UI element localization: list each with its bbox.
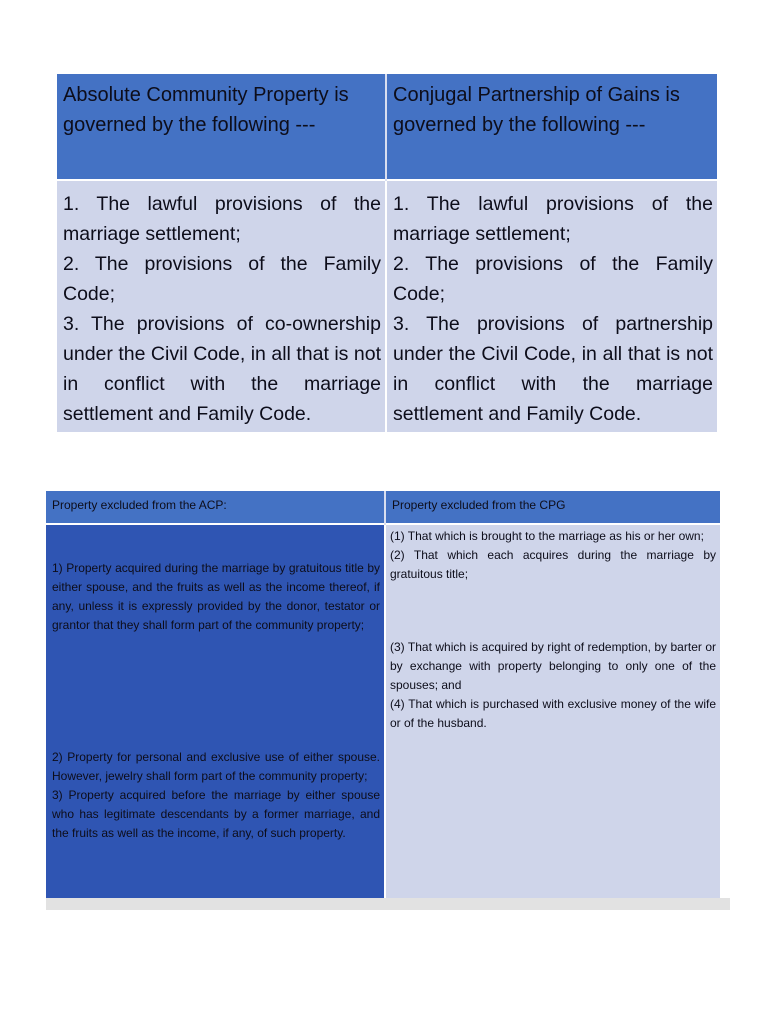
cpg-excluded-item: (4) That which is purchased with exclusive money of the wife or of the husband. — [390, 697, 716, 730]
bottom-edge-strip — [46, 898, 730, 910]
cpg-governed-cell — [386, 180, 717, 432]
acp-governed-cell — [57, 180, 386, 432]
cpg-excluded-header: Property excluded from the CPG — [385, 491, 720, 524]
governing-law-header-row — [57, 74, 717, 180]
governing-law-body-row — [57, 180, 717, 432]
acp-excluded-cell — [46, 524, 385, 899]
cpg-governed-item: 3. The provisions of partnership under the Civil Code, in all that is not in conflict with the marriage settlement and Family Code. — [393, 313, 713, 425]
acp-excluded-header: Property excluded from the ACP: — [46, 491, 385, 524]
acp-governed-item: 1. The lawful provisions of the marriage settlement; — [63, 193, 381, 245]
cpg-excluded-item: (3) That which is acquired by right of redemption, by barter or by exchange with property belonging to only one of the spouses; and — [390, 640, 716, 692]
acp-governed-item: 3. The provisions of co-ownership under the Civil Code, in all that is not in conflict with the marriage settlement and Family Code. — [63, 313, 381, 425]
cpg-governed-header: Conjugal Partnership of Gains is governed by the following --- — [386, 74, 717, 180]
cpg-excluded-cell — [385, 524, 720, 899]
acp-excluded-item: 1) Property acquired during the marriage by gratuitous title by either spouse, and the fruits as well as the income thereof, if any, unless it is expressly provided by the donor, testator or grantor that they shall form part of the community property; — [52, 561, 380, 632]
cpg-excluded-item: (2) That which each acquires during the marriage by gratuitous title; — [390, 548, 716, 581]
excluded-property-header-row — [46, 491, 720, 524]
acp-excluded-item: 3) Property acquired before the marriage by either spouse who has legitimate descendants by a former marriage, and the fruits as well as the income, if any, of such property. — [52, 788, 380, 840]
governing-law-table — [57, 74, 717, 432]
acp-governed-item: 2. The provisions of the Family Code; — [63, 253, 381, 305]
excluded-property-table — [46, 491, 720, 899]
cpg-governed-item: 1. The lawful provisions of the marriage settlement; — [393, 193, 713, 245]
acp-governed-header: Absolute Community Property is governed by the following --- — [57, 74, 386, 180]
cpg-excluded-item: (1) That which is brought to the marriage as his or her own; — [390, 529, 704, 543]
acp-excluded-item: 2) Property for personal and exclusive use of either spouse. However, jewelry shall form part of the community property; — [52, 750, 380, 783]
cpg-governed-item: 2. The provisions of the Family Code; — [393, 253, 713, 305]
excluded-property-body-row — [46, 524, 720, 899]
